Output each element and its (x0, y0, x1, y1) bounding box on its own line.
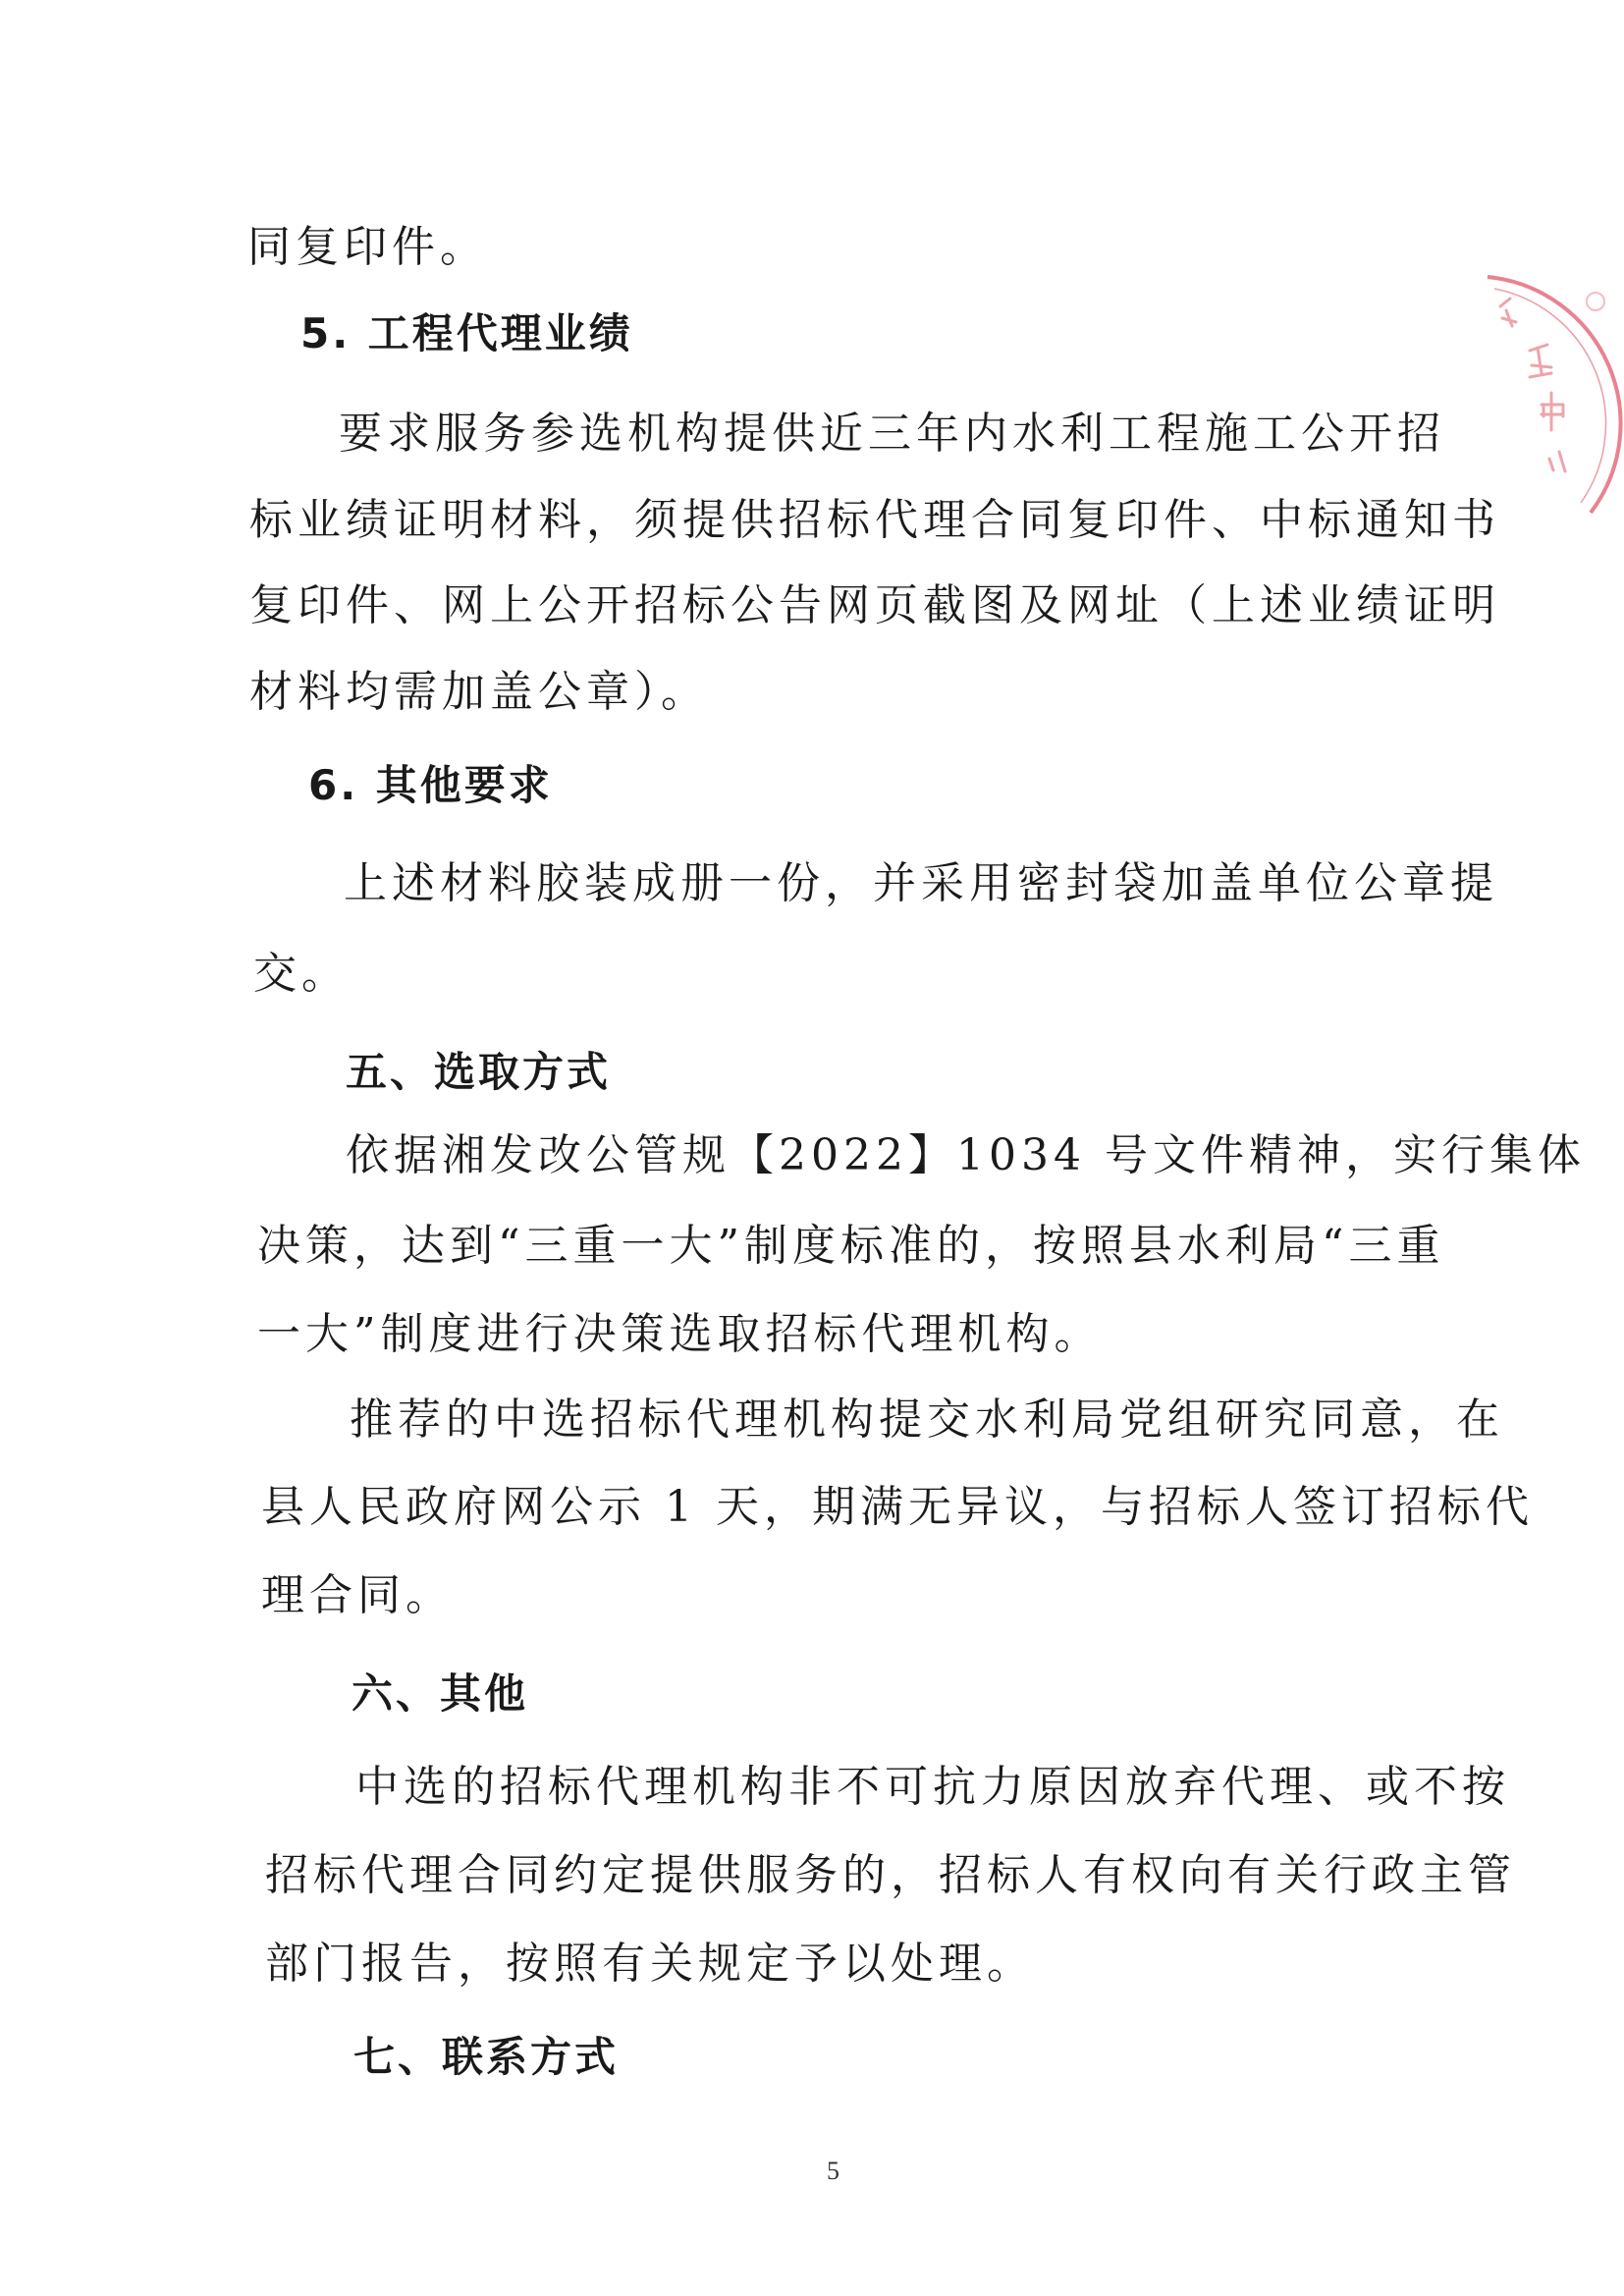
section-heading: 5. 工程代理业绩 (300, 309, 633, 357)
paragraph-line: 复印件、网上公开招标公告网页截图及网址（上述业绩证明 (249, 580, 1500, 630)
paragraph-line: 县人民政府网公示 1 天，期满无异议，与招标人签订招标代 (261, 1482, 1534, 1532)
section-heading: 七、联系方式 (353, 2033, 620, 2081)
text-line: 同复印件。 (247, 222, 488, 272)
paragraph-line: 决策，达到“三重一大”制度标准的，按照县水利局“三重 (257, 1221, 1445, 1271)
section-heading: 六、其他 (352, 1669, 529, 1718)
paragraph-line: 部门报告，按照有关规定予以处理。 (265, 1939, 1035, 1989)
paragraph-line: 要求服务参选机构提供近三年内水利工程施工公开招 (339, 409, 1445, 459)
paragraph-line: 标业绩证明材料，须提供招标代理合同复印件、中标通知书 (249, 495, 1500, 545)
paragraph-line: 招标代理合同约定提供服务的，招标人有权向有关行政主管 (265, 1850, 1516, 1900)
section-heading: 6. 其他要求 (308, 761, 553, 809)
section-heading: 五、选取方式 (346, 1048, 612, 1096)
page-number: 5 (827, 2157, 839, 2185)
paragraph-line: 推荐的中选招标代理机构提交水利局党组研究同意，在 (350, 1394, 1504, 1445)
paragraph-line: 交。 (253, 949, 350, 999)
paragraph-line: 一大”制度进行决策选取招标代理机构。 (257, 1309, 1103, 1359)
paragraph-line: 中选的招标代理机构非不可抗力原因放弃代理、或不按 (355, 1762, 1510, 1812)
paragraph-line: 理合同。 (261, 1570, 454, 1620)
paragraph-line: 依据湘发改公管规【2022】1034 号文件精神，实行集体 (346, 1130, 1586, 1180)
paragraph-line: 上述材料胶装成册一份，并采用密封袋加盖单位公章提 (344, 858, 1498, 908)
paragraph-line: 材料均需加盖公章）。 (249, 667, 709, 717)
